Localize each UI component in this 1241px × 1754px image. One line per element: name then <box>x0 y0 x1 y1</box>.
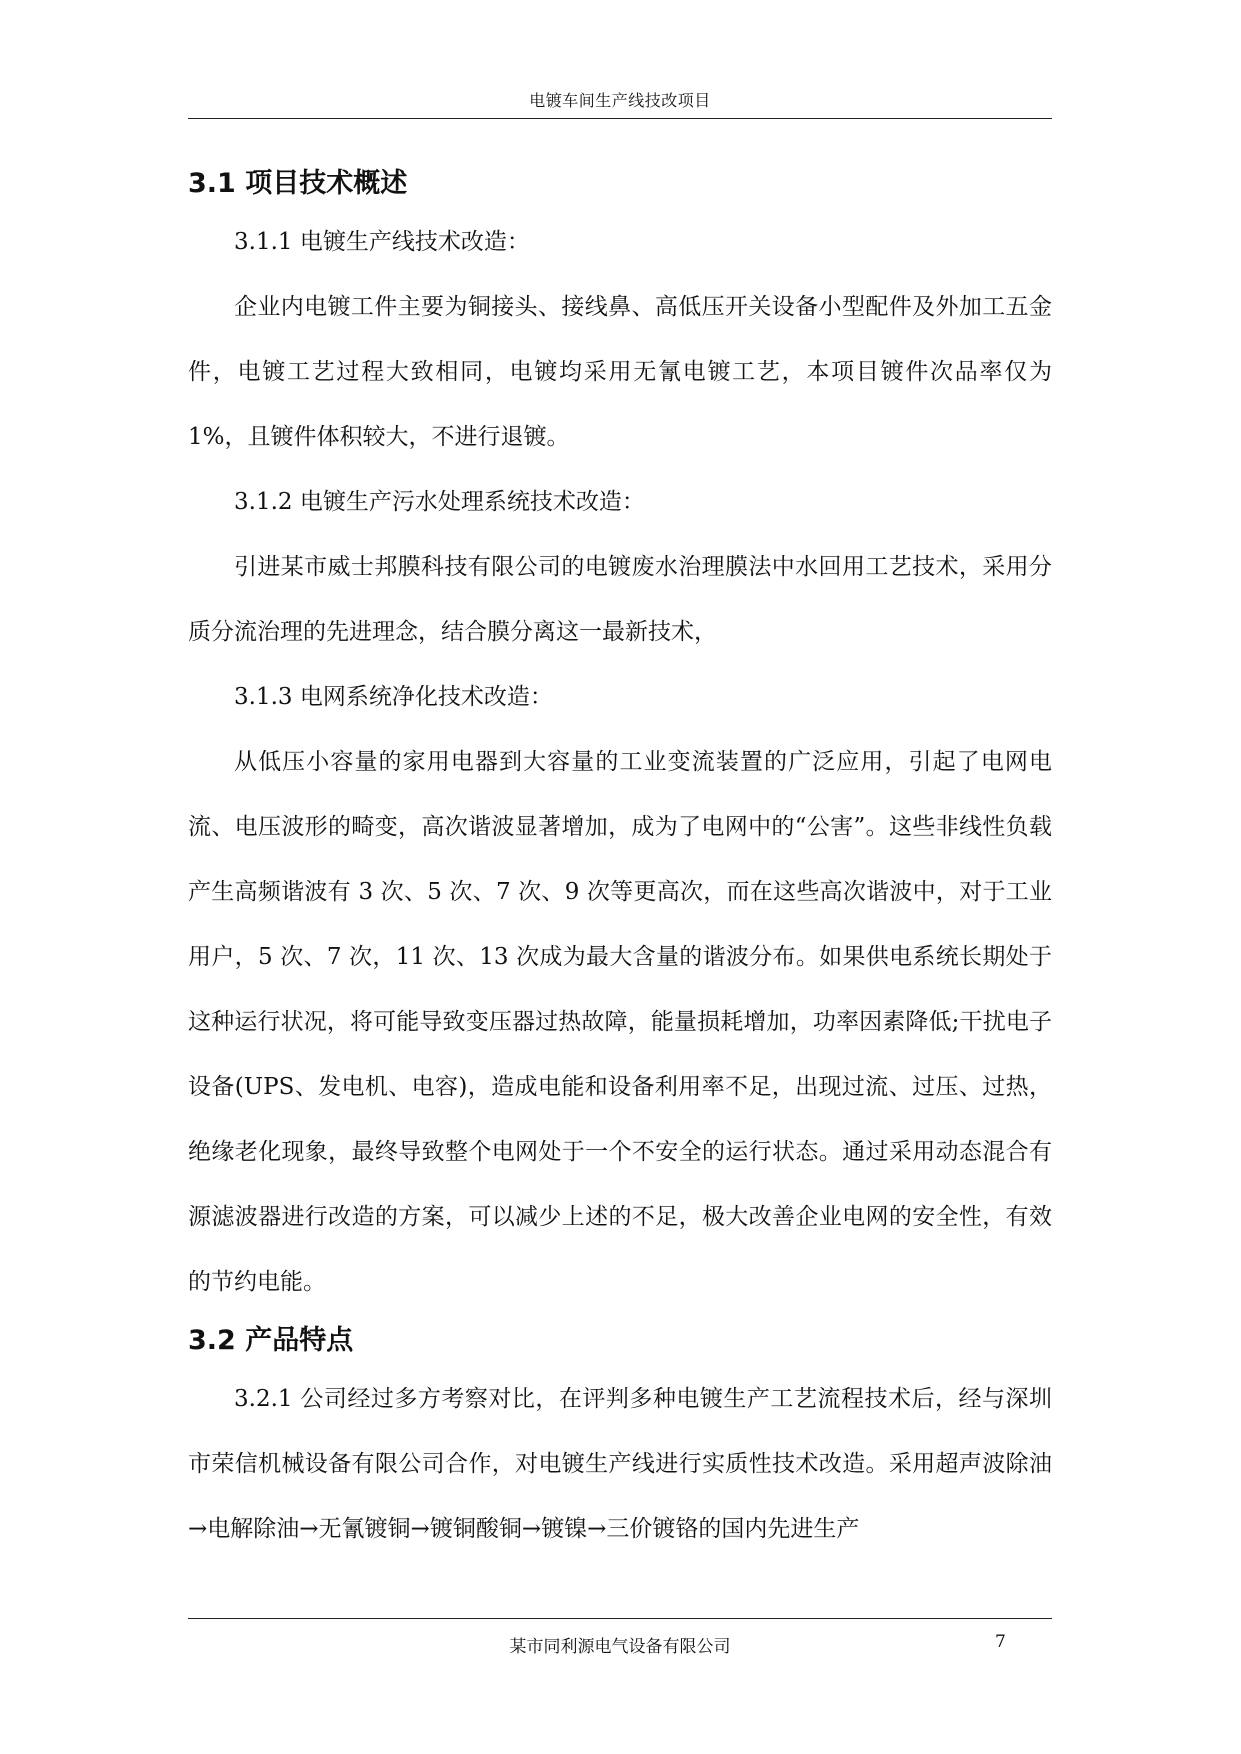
subsection-heading-3-1-3: 3.1.3 电网系统净化技术改造： <box>234 684 553 710</box>
subsection-heading-3-1-1: 3.1.1 电镀生产线技术改造： <box>234 229 530 255</box>
header-divider <box>188 118 1052 119</box>
paragraph-3-1-3: 从低压小容量的家用电器到大容量的工业变流装置的广泛应用，引起了电网电流、电压波形的畸变，高次谐波显著增加，成为了电网中的“公害”。这些非线性负载产生高频谐波有 3 次、5 次、7 次、9 次等更高次，而在这些高次谐波中，对于工业用户，5 次、7 次，11 次、13 次成为最大含量的谐波分布。如果供电系统长期处于这种运行状况，将可能导致变压器过热故障，能量损耗增加，功率因素降低;干扰电子设备(UPS、发电机、电容)，造成电能和设备利用率不足，出现过流、过压、过热，绝缘老化现象，最终导致整个电网处于一个不安全的运行状态。通过采用动态混合有源滤波器进行改造的方案，可以减少上述的不足，极大改善企业电网的安全性，有效的节约电能。 <box>188 749 1052 1295</box>
document-body <box>188 158 1052 1562</box>
paragraph-3-2-1: 3.2.1 公司经过多方考察对比，在评判多种电镀生产工艺流程技术后，经与深圳市荣信机械设备有限公司合作，对电镀生产线进行实质性技术改造。采用超声波除油→电解除油→无氰镀铜→镀铜酸铜→镀镍→三价镀铬的国内先进生产 <box>188 1386 1052 1542</box>
paragraph-3-1-2: 引进某市威士邦膜科技有限公司的电镀废水治理膜法中水回用工艺技术，采用分质分流治理的先进理念，结合膜分离这一最新技术， <box>188 554 1052 645</box>
running-header: 电镀车间生产线技改项目 <box>529 91 711 110</box>
section-heading-3-1: 3.1 项目技术概述 <box>188 168 408 199</box>
paragraph-3-1-1: 企业内电镀工件主要为铜接头、接线鼻、高低压开关设备小型配件及外加工五金件，电镀工艺过程大致相同，电镀均采用无氰电镀工艺，本项目镀件次品率仅为1%，且镀件体积较大，不进行退镀。 <box>188 294 1052 450</box>
footer-company: 某市同利源电气设备有限公司 <box>509 1637 731 1657</box>
section-heading-3-2: 3.2 产品特点 <box>188 1325 354 1356</box>
subsection-heading-3-1-2: 3.1.2 电镀生产污水处理系统技术改造： <box>234 489 645 515</box>
footer-divider <box>188 1618 1052 1619</box>
page-number: 7 <box>995 1632 1006 1652</box>
